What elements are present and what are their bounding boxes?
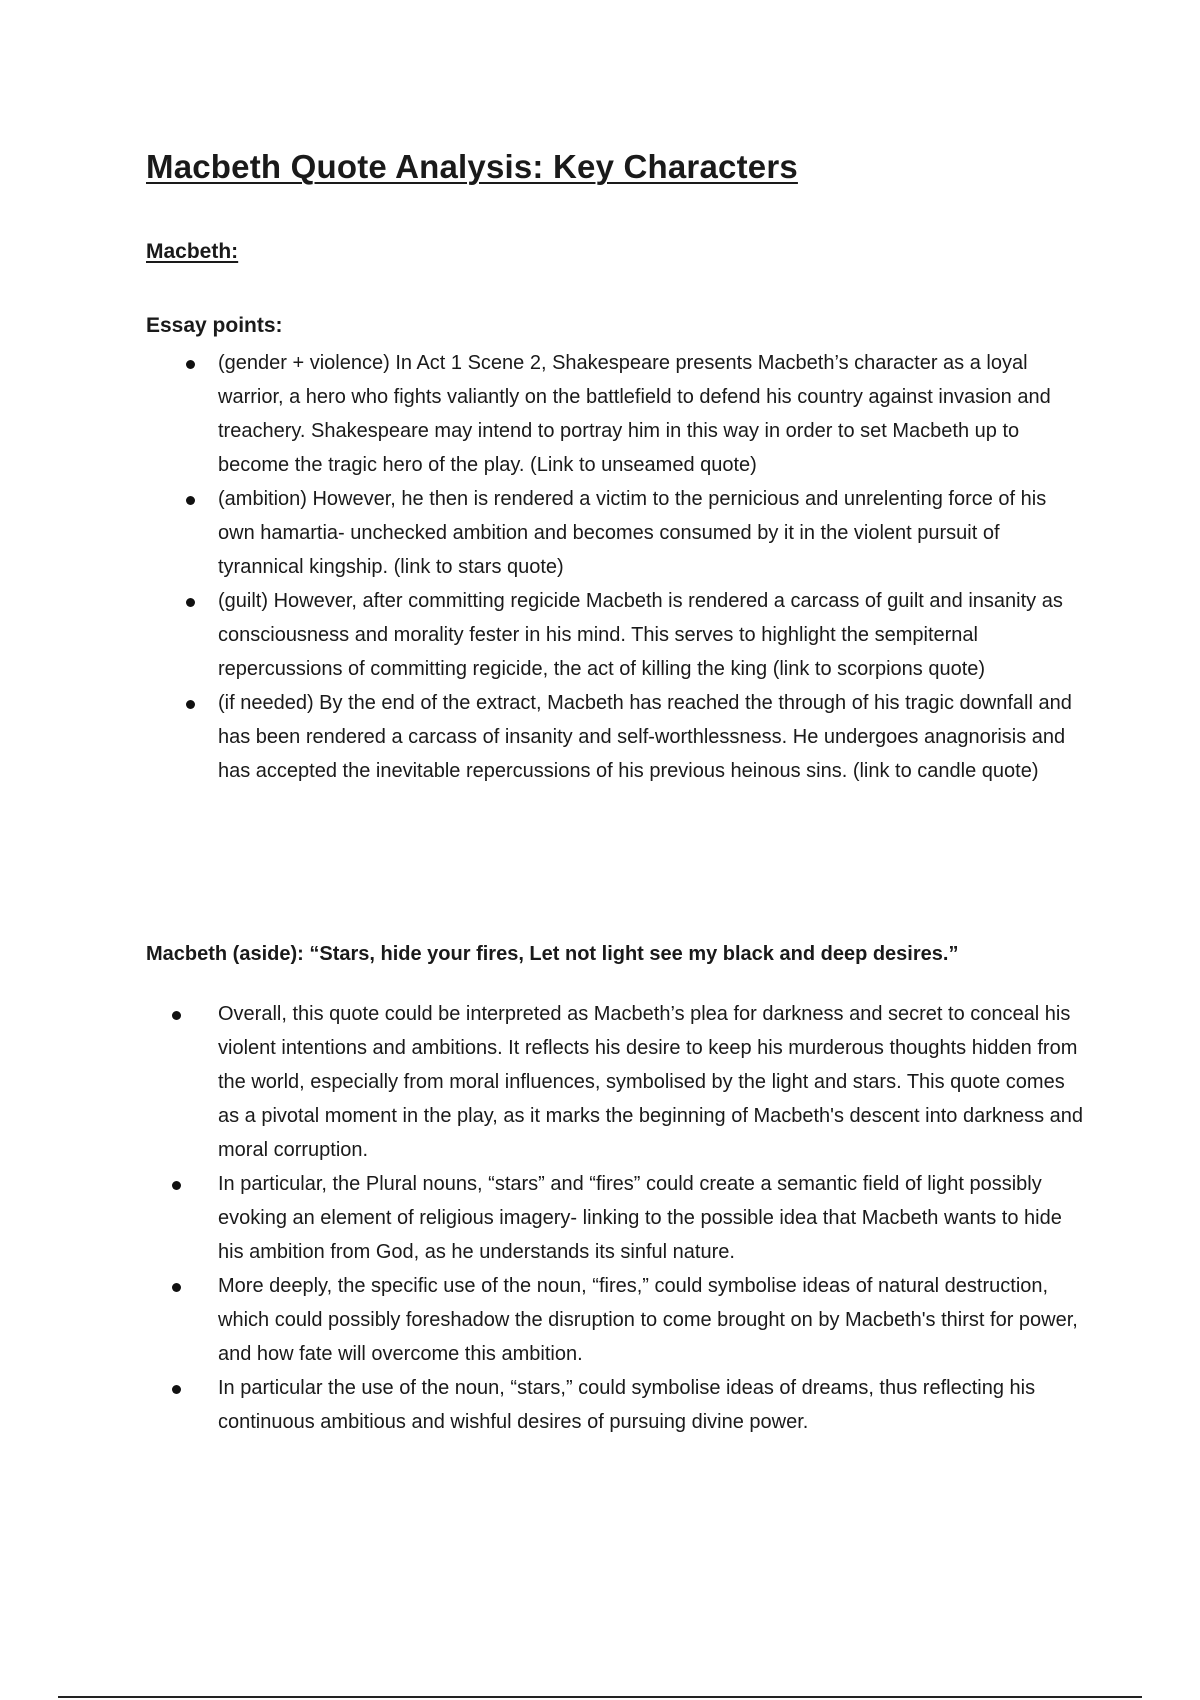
- bullet-icon: [186, 360, 195, 369]
- footer-divider: [58, 1696, 1142, 1698]
- list-item: [146, 1371, 1086, 1439]
- list-item: [146, 346, 1086, 482]
- bullet-icon: [186, 598, 195, 607]
- bullet-icon: [186, 496, 195, 505]
- list-item: [146, 1269, 1086, 1371]
- bullet-icon: [172, 1283, 181, 1292]
- essay-points-list: [146, 346, 1086, 788]
- bullet-icon: [186, 700, 195, 709]
- essay-point-text: (guilt) However, after committing regicide Macbeth is rendered a carcass of guilt and insanity as consciousness and morality fester in his mind. This serves to highlight the sempiternal repercussions of committing regicide, the act of killing the king (link to scorpions quote): [218, 590, 1063, 680]
- bullet-icon: [172, 1011, 181, 1020]
- essay-point-text: (if needed) By the end of the extract, Macbeth has reached the through of his tragic downfall and has been rendered a carcass of insanity and self-worthlessness. He undergoes anagnorisis and has accepted the inevitable repercussions of his previous heinous sins. (link to candle quote): [218, 692, 1072, 782]
- quote-point-text: Overall, this quote could be interpreted as Macbeth’s plea for darkness and secret to conceal his violent intentions and ambitions. It reflects his desire to keep his murderous thoughts hidden from the world, especially from moral influences, symbolised by the light and stars. This quote comes as a pivotal moment in the play, as it marks the beginning of Macbeth's descent into darkness and moral corruption.: [218, 1003, 1084, 1161]
- page-title: Macbeth Quote Analysis: Key Characters: [146, 148, 798, 185]
- bullet-icon: [172, 1181, 181, 1190]
- list-item: [146, 482, 1086, 584]
- list-item: [146, 997, 1086, 1167]
- quote-point-text: In particular the use of the noun, “stars,” could symbolise ideas of dreams, thus reflecting his continuous ambitious and wishful desires of pursuing divine power.: [218, 1377, 1036, 1433]
- list-item: [146, 584, 1086, 686]
- list-item: [146, 686, 1086, 788]
- quote-point-text: In particular, the Plural nouns, “stars” and “fires” could create a semantic field of light possibly evoking an element of religious imagery- linking to the possible idea that Macbeth wants to hide his ambition from God, as he understands its sinful nature.: [218, 1173, 1062, 1263]
- essay-point-text: (gender + violence) In Act 1 Scene 2, Shakespeare presents Macbeth’s character as a loyal warrior, a hero who fights valiantly on the battlefield to defend his country against invasion and treachery. Shakespeare may intend to portray him in this way in order to set Macbeth up to become the tragic hero of the play. (Link to unseamed quote): [218, 352, 1051, 476]
- quote-heading: Macbeth (aside): “Stars, hide your fires, Let not light see my black and deep desires.”: [146, 943, 959, 965]
- list-item: [146, 1167, 1086, 1269]
- essay-points-label: Essay points:: [146, 314, 283, 337]
- character-heading: Macbeth:: [146, 240, 239, 263]
- essay-point-text: (ambition) However, he then is rendered a victim to the pernicious and unrelenting force of his own hamartia- unchecked ambition and becomes consumed by it in the violent pursuit of tyrannical kingship. (link to stars quote): [218, 488, 1047, 578]
- quote-point-text: More deeply, the specific use of the noun, “fires,” could symbolise ideas of natural destruction, which could possibly foreshadow the disruption to come brought on by Macbeth's thirst for power, and how fate will overcome this ambition.: [218, 1275, 1078, 1365]
- quote-analysis-list: [146, 997, 1086, 1439]
- bullet-icon: [172, 1385, 181, 1394]
